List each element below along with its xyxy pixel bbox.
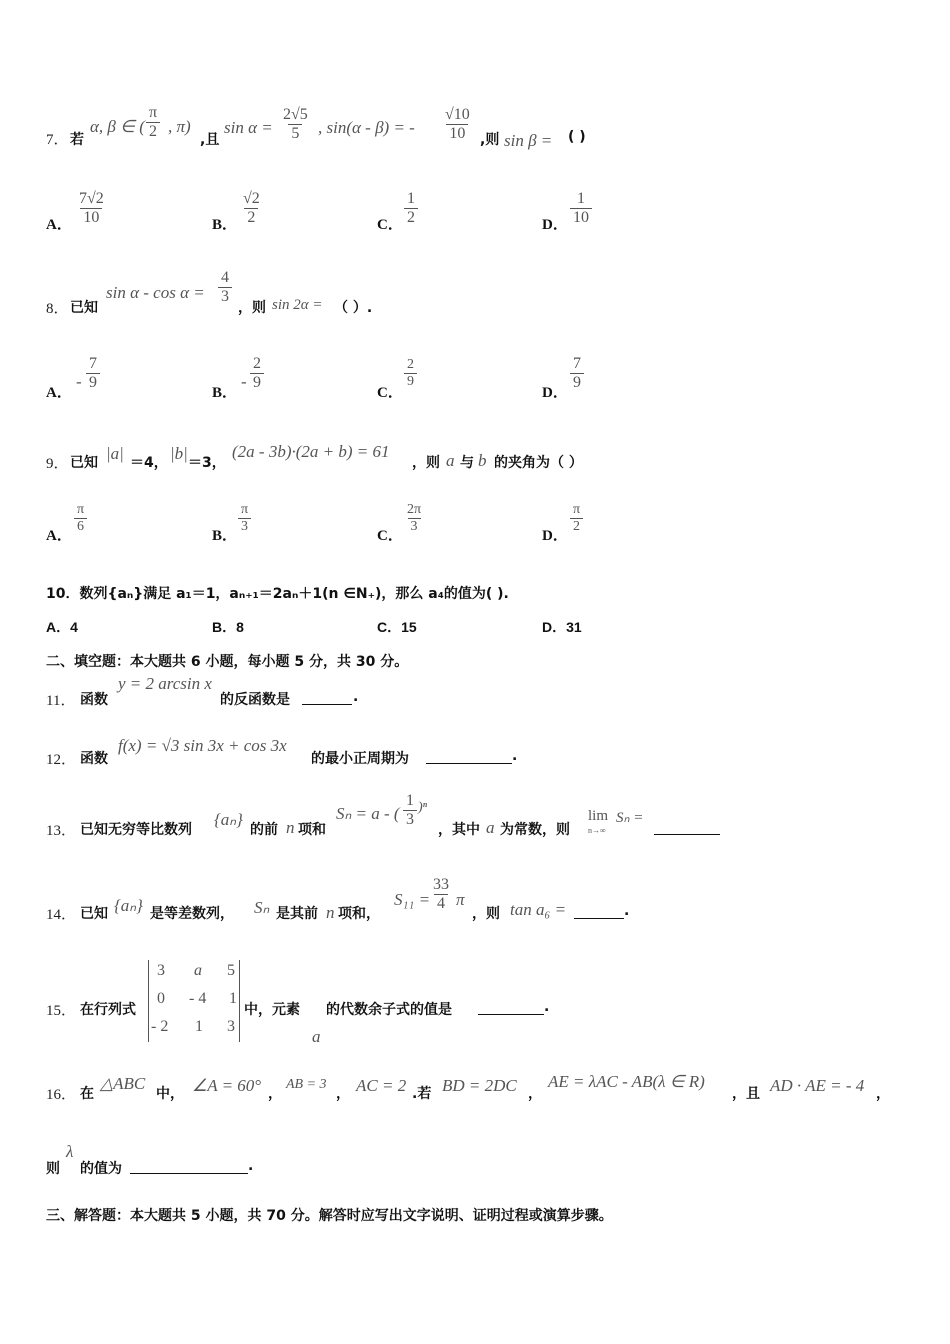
q9-b: b	[478, 451, 487, 470]
q10-option-a[interactable]: A．4	[46, 619, 78, 635]
q9-a-abs: |a|	[106, 444, 124, 463]
q8-text1: 已知	[70, 300, 98, 316]
q7-frac-2sqrt5: $\frac{2√5}{5}$	[283, 106, 308, 143]
q8-text2: ，则	[238, 300, 266, 316]
q7-sin-alpha: sin α =	[224, 118, 273, 137]
q16-ab: AB = 3	[286, 1077, 327, 1092]
q14-n: n	[326, 903, 335, 922]
q16-comma2: ，	[336, 1086, 350, 1102]
q7-option-b[interactable]: $\frac{√2}{2}$	[243, 190, 260, 227]
q9-option-c-label[interactable]: C．	[377, 528, 403, 544]
q14-pi: π	[456, 890, 465, 909]
q12-text2: 的最小正周期为	[311, 751, 409, 767]
q11-end: .	[353, 689, 359, 705]
q14-sn: Sₙ	[254, 898, 270, 917]
q13-answer-blank[interactable]	[654, 820, 720, 835]
q12-number: 12．	[46, 752, 77, 768]
det-cell: 3	[227, 1018, 235, 1035]
q7-ze: ,则	[480, 132, 500, 148]
q8-option-a-label[interactable]: A．	[46, 385, 72, 401]
q7-cond-tail: , π)	[168, 117, 191, 136]
q9-yu: 与	[460, 455, 474, 471]
q16-comma1: ，	[268, 1086, 282, 1102]
q15-text1: 在行列式	[80, 1002, 136, 1018]
q8-option-d[interactable]: $\frac{7}{9}$	[570, 355, 584, 393]
q8-option-a-sign: -	[76, 372, 82, 391]
q14-text2: 是等差数列，	[150, 906, 234, 922]
q9-option-d-label[interactable]: D．	[542, 528, 568, 544]
q12-expr: f(x) = √3 sin 3x + cos 3x	[118, 736, 287, 755]
q16-comma4: ，	[876, 1086, 890, 1102]
q14-ask: tan a₆ =	[510, 900, 567, 919]
q9-number: 9．	[46, 456, 69, 472]
q7-sin-diff: , sin(α - β) = -	[318, 118, 415, 137]
q7-option-b-label[interactable]: B．	[212, 217, 238, 233]
q9-expr: (2a - 3b)·(2a + b) = 61	[232, 442, 390, 461]
q15-elem: a	[312, 1027, 321, 1046]
q15-text2: 中，元素	[244, 1002, 300, 1018]
q7-option-c[interactable]: $\frac{1}{2}$	[404, 190, 418, 228]
q16-comma3: ，	[528, 1086, 542, 1102]
q11-text1: 函数	[80, 692, 108, 708]
q14-expr: S₁₁ =	[394, 890, 431, 909]
q15-answer-blank[interactable]	[478, 1000, 544, 1015]
q16-ac: AC = 2	[356, 1076, 407, 1095]
q14-text3: 是其前	[276, 906, 318, 922]
q7-number: 7．	[46, 132, 69, 148]
q10-option-c[interactable]: C．15	[377, 619, 417, 635]
q16-bd: BD = 2DC	[442, 1076, 517, 1095]
q15-text3: 的代数余子式的值是	[326, 1002, 452, 1018]
q13-expr: Sₙ = a - (	[336, 804, 400, 823]
q9-option-c[interactable]: $\frac{2\pi}{3}$	[407, 502, 422, 535]
q13-text4: ，其中	[438, 822, 480, 838]
q8-option-b[interactable]: $\frac{2}{9}$	[250, 355, 264, 393]
q14-answer-blank[interactable]	[574, 904, 624, 919]
q7-option-a-label[interactable]: A．	[46, 217, 72, 233]
q12-text1: 函数	[80, 751, 108, 767]
q14-text1: 已知	[80, 906, 108, 922]
q12-end: .	[512, 748, 518, 764]
q7-pi-half: $\frac{\pi}{2}$	[146, 104, 160, 142]
q8-option-c[interactable]: $\frac{2}{9}$	[404, 357, 417, 390]
q8-number: 8．	[46, 301, 69, 317]
q8-option-b-label[interactable]: B．	[212, 385, 238, 401]
q16-end: .	[248, 1158, 254, 1174]
q15-number: 15．	[46, 1003, 77, 1019]
q8-sin2a: sin 2α =	[272, 297, 323, 313]
det-cell: 0	[157, 990, 165, 1007]
q13-lim-sub: n→∞	[588, 826, 606, 835]
q15-end: .	[544, 999, 550, 1015]
q16-text3: 的值为	[80, 1161, 122, 1177]
q11-number: 11．	[46, 693, 76, 709]
q16-text1: 在	[80, 1086, 94, 1102]
q9-a: a	[446, 451, 455, 470]
q13-n: n	[286, 818, 295, 837]
q9-b-abs: |b|	[170, 444, 188, 463]
q10-option-d[interactable]: D．31	[542, 619, 582, 635]
q16-answer-blank[interactable]	[130, 1159, 248, 1174]
q9-option-b[interactable]: $\frac{\pi}{3}$	[238, 502, 251, 535]
q16-lambda: λ	[66, 1142, 74, 1161]
q8-option-c-label[interactable]: C．	[377, 385, 403, 401]
q7-frac-sqrt10: $\frac{√10}{10}$	[445, 106, 470, 143]
q8-tail: （ ）.	[334, 300, 373, 316]
q7-option-a[interactable]: $\frac{7√2}{10}$	[79, 190, 104, 227]
q14-text4: 项和，	[338, 906, 380, 922]
q13-exp: )ⁿ	[418, 800, 428, 815]
q13-text3: 项和	[298, 822, 326, 838]
q15-determinant	[148, 960, 240, 1042]
q8-option-a[interactable]: $\frac{7}{9}$	[86, 355, 100, 393]
q13-text5: 为常数，则	[500, 822, 570, 838]
q9-eq4: ＝4，	[130, 455, 168, 471]
q13-a: a	[486, 818, 495, 837]
q14-frac-33-4: $\frac{33}{4}$	[433, 876, 449, 913]
q8-frac-4-3: $\frac{4}{3}$	[218, 269, 232, 307]
q9-option-a[interactable]: $\frac{\pi}{6}$	[74, 502, 87, 535]
q7-sin-beta: sin β =	[504, 131, 553, 150]
det-cell: a	[194, 962, 202, 979]
det-cell: 3	[157, 962, 165, 979]
q16-text2: 中，	[156, 1086, 184, 1102]
q9-option-b-label[interactable]: B．	[212, 528, 238, 544]
det-cell: 5	[227, 962, 235, 979]
q8-option-d-label[interactable]: D．	[542, 385, 568, 401]
q16-triangle: △ABC	[100, 1074, 146, 1093]
det-cell: - 2	[151, 1018, 169, 1035]
det-cell: 1	[195, 1018, 203, 1035]
q9-text2: ，则	[412, 455, 440, 471]
q13-number: 13．	[46, 823, 77, 839]
section-3-heading: 三、解答题：本大题共 5 小题，共 70 分。解答时应写出文字说明、证明过程或演算步骤。	[46, 1208, 613, 1224]
q9-option-a-label[interactable]: A．	[46, 528, 72, 544]
q12-answer-blank[interactable]	[426, 749, 512, 764]
q7-option-c-label[interactable]: C．	[377, 217, 403, 233]
q7-paren: ( )	[568, 129, 586, 145]
q13-text2: 的前	[250, 822, 278, 838]
q16-angle: ∠A = 60°	[192, 1076, 262, 1095]
section-2-heading: 二、填空题：本大题共 6 小题，每小题 5 分，共 30 分。	[46, 654, 409, 670]
q9-tail: 的夹角为（ ）	[494, 455, 583, 471]
q14-number: 14．	[46, 907, 77, 923]
q11-text2: 的反函数是	[220, 692, 290, 708]
q16-dot: AD · AE = - 4	[770, 1076, 865, 1095]
q13-text1: 已知无穷等比数列	[80, 822, 192, 838]
q14-text5: ，则	[472, 906, 500, 922]
q16-qie: ，且	[732, 1086, 760, 1102]
q11-answer-blank[interactable]	[302, 690, 352, 705]
q7-option-d[interactable]: $\frac{1}{10}$	[570, 190, 592, 228]
q13-lim: lim	[588, 808, 609, 824]
det-cell: - 4	[189, 990, 207, 1007]
q7-qie: ,且	[200, 132, 220, 148]
q7-ruo: 若	[70, 132, 84, 148]
q16-ae: AE = λAC - AB(λ ∈ R)	[548, 1072, 705, 1091]
q9-eq3: ＝3，	[188, 455, 226, 471]
q11-expr: y = 2 arcsin x	[118, 674, 212, 693]
q10-option-b[interactable]: B．8	[212, 619, 244, 635]
q16-number: 16．	[46, 1087, 77, 1103]
q13-frac-1-3: $\frac{1}{3}$	[403, 792, 417, 830]
q14-seq: {aₙ}	[114, 896, 143, 915]
q8-expr: sin α - cos α =	[106, 283, 205, 302]
q8-option-b-sign: -	[241, 372, 247, 391]
q16-ruo: .若	[412, 1086, 432, 1102]
det-cell: 1	[229, 990, 237, 1007]
q13-lim-tail: Sₙ =	[616, 810, 644, 826]
q13-seq: {aₙ}	[214, 810, 243, 829]
q9-text1: 已知	[70, 455, 98, 471]
q7-condition: α, β ∈ (	[90, 117, 145, 136]
q7-option-d-label[interactable]: D．	[542, 217, 568, 233]
q16-ze: 则	[46, 1161, 60, 1177]
q10-text: 10．数列{aₙ}满足 a₁＝1，aₙ₊₁＝2aₙ＋1(n ∈N₊)，那么 a₄的值为( ).	[46, 586, 509, 602]
q9-option-d[interactable]: $\frac{\pi}{2}$	[570, 502, 583, 535]
q14-end: .	[624, 903, 630, 919]
